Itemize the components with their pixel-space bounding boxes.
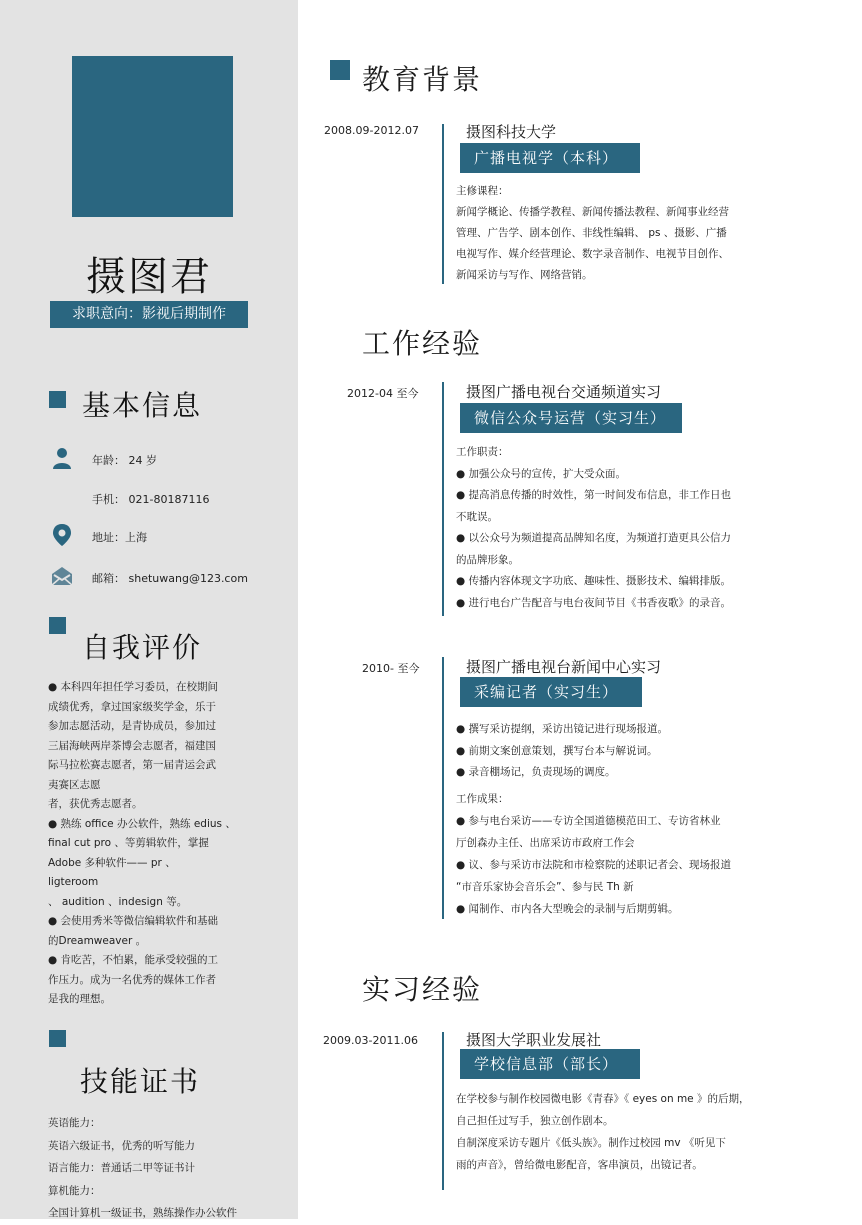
job-organization: 摄图广播电视台交通频道实习: [466, 383, 662, 401]
text-line: ● 参与电台采访——专访全国道德模范田工、专访省林业: [456, 815, 721, 827]
text-line: ● 会使用秀米等微信编辑软件和基础: [48, 915, 218, 927]
text-line: 算机能力：: [48, 1184, 101, 1197]
education-date: 2008.09-2012.07: [324, 124, 419, 137]
duties-label: 工作职责：: [456, 446, 509, 458]
timeline-line: [442, 382, 444, 616]
text-line: 厅创森办主任、出席采访市政府工作会: [456, 837, 635, 849]
education-major-badge: 广播电视学（本科）: [460, 143, 640, 173]
email-field: 邮箱： shetuwang@123.com: [92, 572, 248, 585]
text-line: 自制深度采访专题片《低头族》。制作过校园 mv 《听见下: [456, 1137, 726, 1149]
text-line: Adobe 多种软件—— pr 、: [48, 856, 176, 869]
text-line: 是我的理想。: [48, 993, 111, 1005]
skills-text: [48, 1112, 288, 1225]
text-line: ● 前期文案创意策划，撰写台本与解说词。: [456, 744, 658, 757]
text-line: 新闻采访与写作、网络营销。: [456, 269, 593, 281]
text-line: 夷赛区志愿: [48, 778, 101, 791]
profile-photo-placeholder: [72, 56, 233, 217]
section-marker: [330, 60, 350, 80]
internship-role-badge: 学校信息部（部长）: [460, 1049, 640, 1079]
text-line: “市音乐家协会音乐会”、参与民 Th 新: [456, 881, 634, 893]
text-line: 电视写作、媒介经营理论、数字录音制作、电视节目创作、: [456, 248, 729, 260]
text-line: 成绩优秀，拿过国家级奖学金，乐于: [48, 700, 216, 713]
text-line: ● 录音棚场记，负责现场的调度。: [456, 766, 616, 778]
text-line: 际马拉松赛志愿者，第一届青运会武: [48, 759, 216, 771]
text-line: 语言能力：普通话二甲等证书计: [48, 1162, 195, 1174]
internship-heading: 实习经验: [362, 973, 483, 1006]
text-line: 作压力。成为一名优秀的媒体工作者: [48, 973, 216, 986]
education-heading: 教育背景: [362, 63, 483, 96]
phone-field: 手机： 021-80187116: [92, 493, 210, 506]
text-line: ● 传播内容体现文字功底、趣味性、摄影技术、编辑排版。: [456, 575, 731, 587]
candidate-name: 摄图君: [86, 254, 212, 300]
text-line: 管理、广告学、剧本创作、非线性编辑、 ps 、摄影、广播: [456, 227, 727, 239]
text-line: 全国计算机一级证书，熟练操作办公软件: [48, 1207, 237, 1219]
text-line: 自己担任过写手，独立创作剧本。: [456, 1115, 614, 1127]
text-line: ● 议、参与采访市法院和市检察院的述职记者会、现场报道: [456, 859, 731, 871]
basic-info-heading: 基本信息: [82, 389, 203, 422]
text-line: ● 加强公众号的宣传，扩大受众面。: [456, 467, 626, 480]
education-school: 摄图科技大学: [466, 123, 557, 141]
results-label: 工作成果：: [456, 793, 509, 805]
education-courses: [456, 181, 816, 286]
text-line: ● 撰写采访提纲，采访出镜记进行现场报道。: [456, 723, 668, 735]
text-line: 的品牌形象。: [456, 553, 519, 566]
internship-date: 2009.03-2011.06: [323, 1034, 418, 1047]
timeline-line: [442, 657, 444, 919]
section-marker: [49, 1030, 66, 1047]
text-line: ● 本科四年担任学习委员，在校期间: [48, 681, 218, 693]
section-marker: [49, 391, 66, 408]
job-results: [456, 788, 816, 920]
text-line: ● 熟练 office 办公软件，熟练 edius 、: [48, 817, 236, 830]
text-line: 三届海峡两岸茶博会志愿者，福建国: [48, 739, 216, 752]
text-line: 新闻学概论、传播学教程、新闻传播法教程、新闻事业经营: [456, 206, 729, 218]
text-line: 雨的声音》，曾给微电影配音，客串演员，出镜记者。: [456, 1159, 703, 1171]
internship-details: [456, 1088, 816, 1176]
sidebar: [0, 0, 298, 1219]
text-line: ● 闻制作、市内各大型晚会的录制与后期剪辑。: [456, 903, 679, 915]
text-line: 不耽误。: [456, 510, 498, 523]
text-line: ● 以公众号为频道提高品牌知名度，为频道打造更具公信力: [456, 532, 731, 544]
text-line: ● 进行电台广告配音与电台夜间节目《书香夜歌》的录音。: [456, 596, 731, 609]
text-line: ligteroom: [48, 876, 99, 888]
text-line: ● 肯吃苦，不怕累，能承受较强的工: [48, 954, 218, 966]
job-date: 2012-04 至今: [347, 387, 419, 400]
text-line: 的Dreamweaver 。: [48, 934, 147, 947]
text-line: 英语六级证书，优秀的听写能力: [48, 1139, 195, 1152]
work-heading: 工作经验: [362, 327, 483, 360]
section-marker: [49, 617, 66, 634]
job-duties: [456, 442, 816, 614]
self-eval-heading: 自我评价: [82, 631, 203, 664]
age-field: 年龄： 24 岁: [92, 454, 157, 467]
job-role-badge: 采编记者（实习生）: [460, 677, 642, 707]
timeline-line: [442, 124, 444, 284]
text-line: 、 audition 、indesign 等。: [48, 895, 188, 908]
text-line: ● 提高消息传播的时效性，第一时间发布信息，非工作日也: [456, 489, 731, 501]
job-organization: 摄图广播电视台新闻中心实习: [466, 658, 662, 676]
text-line: 者，获优秀志愿者。: [48, 798, 143, 810]
job-intent-badge: 求职意向：影视后期制作: [50, 301, 248, 328]
timeline-line: [442, 1032, 444, 1190]
location-pin-icon: [50, 523, 74, 547]
text-line: 英语能力：: [48, 1117, 101, 1129]
mail-icon: [50, 564, 74, 588]
job-role-badge: 微信公众号运营（实习生）: [460, 403, 682, 433]
internship-organization: 摄图大学职业发展社: [466, 1031, 602, 1049]
person-icon: [50, 446, 74, 470]
courses-label: 主修课程：: [456, 185, 509, 197]
self-eval-text: [48, 678, 268, 1010]
text-line: 参加志愿活动，是青协成员，参加过: [48, 720, 216, 732]
job-duties: [456, 719, 816, 784]
address-field: 地址：上海: [92, 531, 147, 544]
skills-heading: 技能证书: [80, 1065, 201, 1098]
text-line: final cut pro 、等剪辑软件，掌握: [48, 837, 209, 849]
job-date: 2010- 至今: [362, 662, 420, 675]
text-line: 在学校参与制作校园微电影《青春》《 eyes on me 》的后期，: [456, 1093, 750, 1105]
